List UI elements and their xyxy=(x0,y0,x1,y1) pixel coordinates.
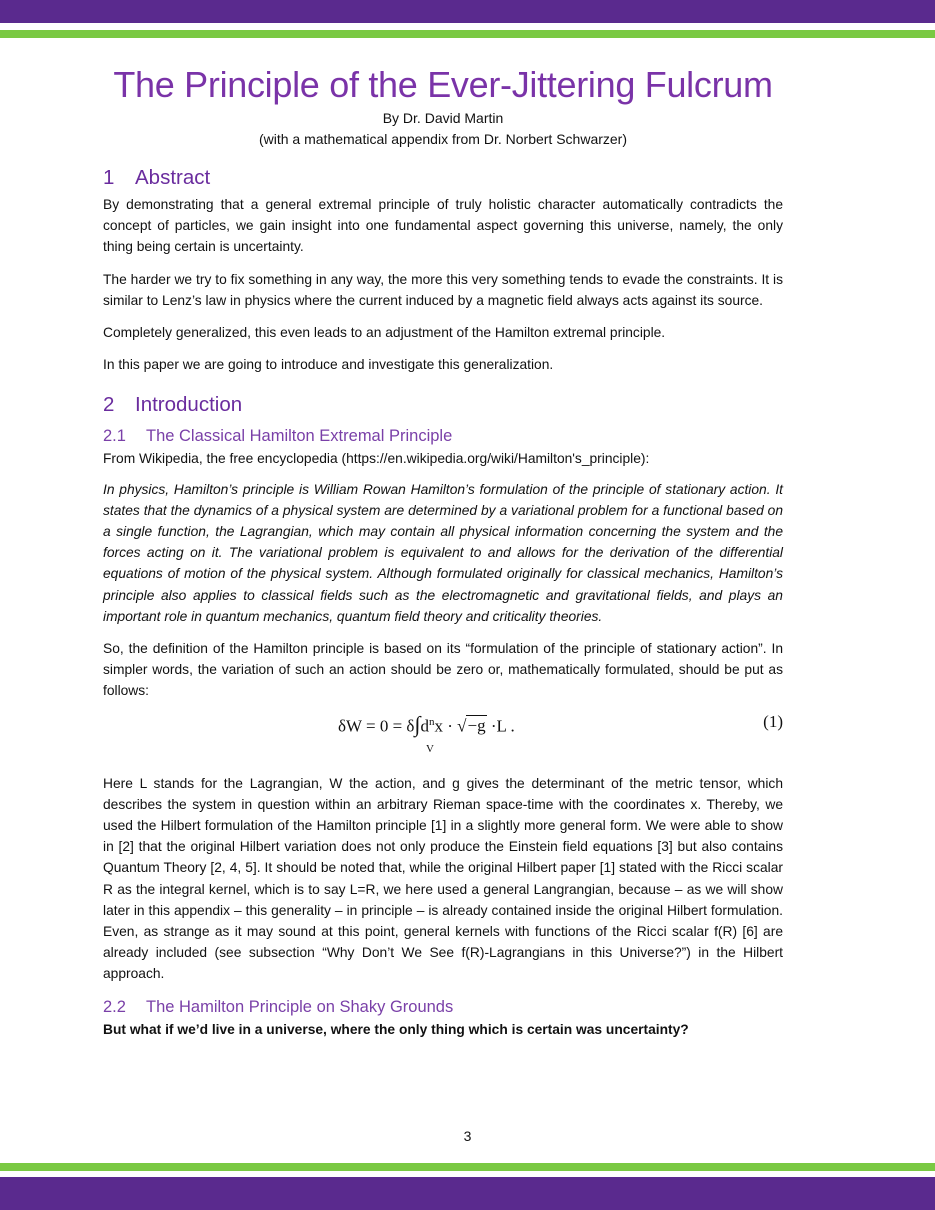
equation-body xyxy=(338,711,515,755)
sqrt-body: −g xyxy=(467,716,486,736)
wikipedia-source-line: From Wikipedia, the free encyclopedia (https://en.wikipedia.org/wiki/Hamilton's_principle): xyxy=(103,451,650,467)
bottom-purple-band xyxy=(0,1177,935,1210)
abstract-paragraph: The harder we try to fix something in any way, the more this very something tends to evade the constraints. It is similar to Lenz’s law in physics where the current induced by a magnetic field always acts against its source. xyxy=(103,271,783,308)
integral-subscript: V xyxy=(426,742,434,755)
section-number: 1 xyxy=(103,166,115,189)
integral-sign: ∫ xyxy=(414,711,421,737)
paper-title: The Principle of the Ever-Jittering Fulcrum xyxy=(113,64,773,105)
bottom-green-band xyxy=(0,1163,935,1171)
appendix-note: (with a mathematical appendix from Dr. Norbert Schwarzer) xyxy=(258,131,628,147)
equation-d: d xyxy=(420,716,429,736)
equation-1 xyxy=(103,711,783,765)
section-introduction-heading xyxy=(103,391,783,419)
shaky-grounds-question: But what if we’d live in a universe, where the only thing which is certain was uncertainty? xyxy=(103,1021,689,1037)
subsection-number: 2.2 xyxy=(103,997,126,1016)
abstract-paragraph: By demonstrating that a general extremal principle of truly holistic character automatically contradicts the concept of particles, we gain insight into one fundamental aspect governing this universe, namely, the only thing being certain is uncertainty. xyxy=(103,197,783,255)
top-purple-band xyxy=(0,0,935,23)
subsection-shaky-grounds-heading xyxy=(103,996,783,1018)
section-title: Introduction xyxy=(135,393,243,417)
definition-paragraph: So, the definition of the Hamilton principle is based on its “formulation of the principle of stationary action”. In simpler words, the variation of such an action should be zero or, mathematically formulated, should be put as follows: xyxy=(103,641,783,699)
abstract-paragraph: Completely generalized, this even leads to an adjustment of the Hamilton extremal principle. xyxy=(103,325,666,341)
equation-number: (1) xyxy=(763,711,783,731)
page-content xyxy=(103,62,783,1051)
subsection-classical-hamilton-heading xyxy=(103,425,783,447)
equation-n-superscript: n xyxy=(428,715,435,728)
subsection-title: The Classical Hamilton Extremal Principle xyxy=(146,427,453,446)
subsection-title: The Hamilton Principle on Shaky Grounds xyxy=(146,997,454,1016)
equation-x: x · xyxy=(434,716,458,736)
section-abstract-heading xyxy=(103,164,783,192)
equation-lhs: δW = 0 = δ xyxy=(338,716,415,736)
abstract-paragraph: In this paper we are going to introduce and investigate this generalization. xyxy=(103,357,554,373)
equation-lagrangian: ·L . xyxy=(486,716,515,736)
top-green-band xyxy=(0,30,935,38)
author-line: By Dr. David Martin xyxy=(382,110,504,126)
subsection-number: 2.1 xyxy=(103,427,126,446)
explanation-paragraph: Here L stands for the Lagrangian, W the action, and g gives the determinant of the metric tensor, which describes the system in question within an arbitrary Rieman space-time with the coordinates x. Thereby, we used the Hilbert formulation of the Hamilton principle [1] in a slightly more general form. We were able to show in [2] that the original Hilbert variation does not only produce the Einstein field equations [3] but also contains Quantum Theory [2, 4, 5]. It should be noted that, while the original Hilbert paper [1] stated with the Ricci scalar R as the integral kernel, which is to say L=R, we here used a general Langrangian, because – as we will show later in this appendix – this generality – in principle – is already contained inside the original Hilbert formulation. Even, as strange as it may sound at this point, general kernels with functions of the Ricci scalar f(R) [6] are already included (see subsection “Why Don’t We See f(R)-Lagrangians in this Universe?”) in the Hilbert approach. xyxy=(103,775,783,982)
page-number: 3 xyxy=(463,1128,472,1144)
section-title: Abstract xyxy=(135,166,211,189)
section-number: 2 xyxy=(103,393,115,417)
sqrt-sign: √ xyxy=(457,716,467,736)
wikipedia-quote: In physics, Hamilton’s principle is William Rowan Hamilton’s formulation of the principle of stationary action. It states that the dynamics of a physical system are determined by a variational problem for a functional based on a single function, the Lagrangian, which may contain all physical information concerning the system and the forces acting on it. The variational problem is equivalent to and allows for the derivation of the differential equations of motion of the physical system. Although formulated originally for classical mechanics, Hamilton’s principle also applies to classical fields such as the electromagnetic and gravitational fields, and plays an important role in quantum mechanics, quantum field theory and criticality theories. xyxy=(103,481,783,624)
